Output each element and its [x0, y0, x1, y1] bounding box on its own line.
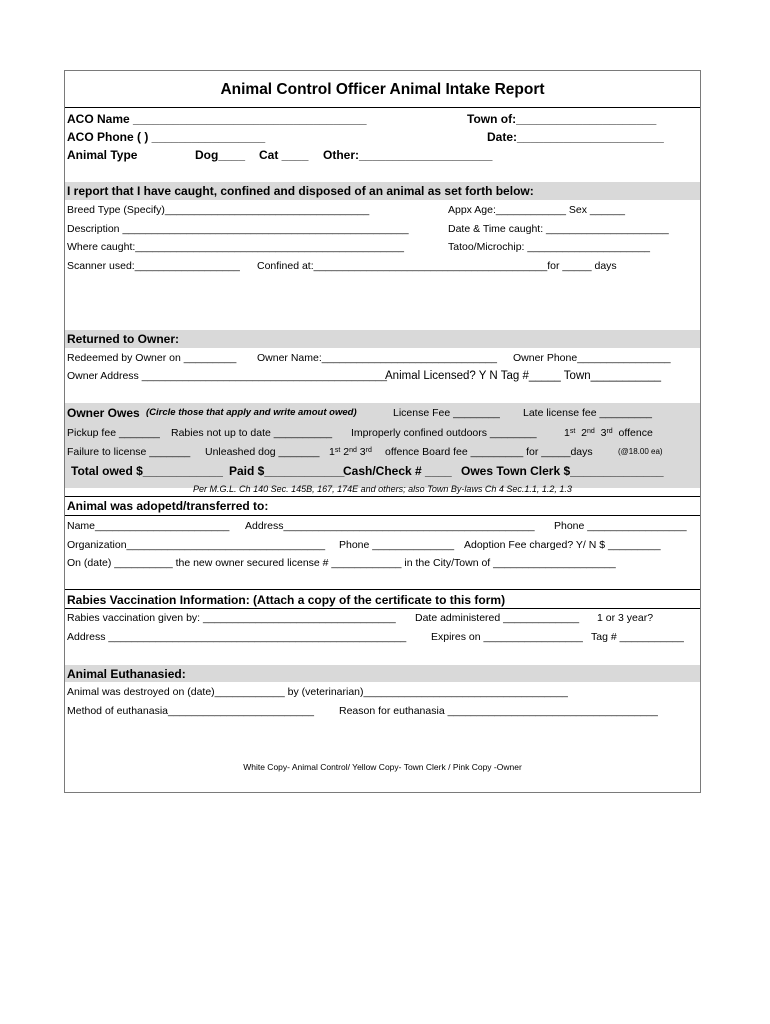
- ordinal-3[interactable]: 3: [359, 446, 366, 458]
- dog-field[interactable]: Dog____: [195, 148, 246, 162]
- one-or-three-year-field[interactable]: 1 or 3 year?: [597, 612, 654, 624]
- adopted-divider: [65, 496, 700, 497]
- owes-instruction: (Circle those that apply and write amout owed): [146, 407, 357, 418]
- returned-heading: Returned to Owner:: [67, 332, 180, 346]
- license-secured-field[interactable]: On (date) __________ the new owner secured license # ____________ in the City/Town of _____________________: [67, 557, 616, 569]
- offence-ordinals-1: [564, 426, 653, 442]
- owner-phone-field[interactable]: Owner Phone________________: [513, 352, 671, 364]
- late-license-fee-field[interactable]: Late license fee _________: [523, 407, 653, 419]
- aco-phone-field[interactable]: ACO Phone ( ) _________________: [67, 130, 266, 144]
- paid-field[interactable]: Paid $____________: [229, 464, 345, 478]
- other-field[interactable]: Other:____________________: [323, 148, 493, 162]
- rabies-tag-field[interactable]: Tag # ___________: [591, 631, 684, 643]
- ordinal-2-suffix: nd: [349, 447, 357, 454]
- board-fee-rate: (@18.00 ea): [618, 447, 663, 456]
- where-caught-field[interactable]: Where caught:______________________________________________: [67, 241, 404, 253]
- failure-to-license-field[interactable]: Failure to license _______: [67, 446, 191, 458]
- total-owed-field[interactable]: Total owed $____________: [71, 464, 223, 478]
- euthanasia-method-field[interactable]: Method of euthanasia_________________________: [67, 705, 314, 717]
- organization-phone-field[interactable]: Phone ______________: [339, 539, 455, 551]
- owes-town-clerk-field[interactable]: Owes Town Clerk $______________: [461, 464, 664, 478]
- copy-distribution-footer: White Copy- Animal Control/ Yellow Copy- Town Clerk / Pink Copy -Owner: [243, 762, 522, 772]
- tatoo-field[interactable]: Tatoo/Microchip: _____________________: [448, 241, 650, 253]
- rabies-heading-rule: [65, 608, 700, 609]
- rabies-heading: Rabies Vaccination Information: (Attach a copy of the certificate to this form): [67, 593, 506, 607]
- expires-on-field[interactable]: Expires on _________________: [431, 631, 583, 643]
- town-of-field[interactable]: Town of:_____________________: [467, 112, 657, 126]
- confined-at-field[interactable]: Confined at:________________________________________for _____ days: [257, 260, 617, 272]
- ordinal-3-suffix: rd: [606, 428, 613, 435]
- offence-label: offence: [618, 427, 653, 439]
- license-fee-field[interactable]: License Fee ________: [393, 407, 500, 419]
- cash-check-field[interactable]: Cash/Check # ____: [343, 464, 452, 478]
- intake-report-form: [64, 70, 701, 793]
- adoption-fee-field[interactable]: Adoption Fee charged? Y/ N $ _________: [464, 539, 661, 551]
- animal-licensed-field[interactable]: Animal Licensed? Y N Tag #_____ Town___________: [385, 370, 662, 382]
- intake-heading-band: [65, 182, 700, 200]
- animal-type-label: Animal Type: [67, 148, 138, 162]
- pickup-fee-field[interactable]: Pickup fee _______: [67, 427, 160, 439]
- improperly-confined-field[interactable]: Improperly confined outdoors ________: [351, 427, 537, 439]
- owner-owes-heading: Owner Owes: [67, 406, 140, 420]
- offence-ordinals-2: [329, 445, 372, 461]
- aco-name-field[interactable]: ACO Name ___________________________________: [67, 112, 367, 126]
- intake-heading: I report that I have caught, confined and disposed of an animal as set forth below:: [67, 184, 534, 198]
- redeemed-field[interactable]: Redeemed by Owner on _________: [67, 352, 237, 364]
- adopter-name-field[interactable]: Name_______________________: [67, 520, 230, 532]
- vaccination-given-by-field[interactable]: Rabies vaccination given by: _________________________________: [67, 612, 396, 624]
- rabies-address-field[interactable]: Address ___________________________________________________: [67, 631, 407, 643]
- ordinal-3-suffix: rd: [365, 447, 372, 454]
- board-fee-field[interactable]: offence Board fee _________ for _____days: [385, 446, 593, 458]
- rabies-not-up-field[interactable]: Rabies not up to date __________: [171, 427, 333, 439]
- adopter-phone-field[interactable]: Phone _________________: [554, 520, 687, 532]
- ordinal-2[interactable]: 2: [581, 427, 587, 439]
- date-administered-field[interactable]: Date administered _____________: [415, 612, 580, 624]
- rabies-divider: [65, 589, 700, 590]
- owner-name-field[interactable]: Owner Name:______________________________: [257, 352, 497, 364]
- owner-address-field[interactable]: Owner Address __________________________________________: [67, 370, 387, 382]
- euthanasia-reason-field[interactable]: Reason for euthanasia ____________________________________: [339, 705, 658, 717]
- adopted-heading-rule: [65, 515, 700, 516]
- date-field[interactable]: Date:______________________: [487, 130, 664, 144]
- ordinal-1-suffix: st: [334, 447, 341, 454]
- form-title: Animal Control Officer Animal Intake Report: [65, 71, 700, 108]
- scanner-field[interactable]: Scanner used:__________________: [67, 260, 240, 272]
- returned-heading-band: [65, 330, 700, 348]
- legal-citation: Per M.G.L. Ch 140 Sec. 145B, 167, 174E and others; also Town By-laws Ch 4 Sec.1.1, 1.2, 1.3: [193, 484, 572, 494]
- organization-field[interactable]: Organization__________________________________: [67, 539, 326, 551]
- adopted-heading: Animal was adopetd/transferred to:: [67, 499, 269, 513]
- euthanasia-heading: Animal Euthanasied:: [67, 667, 186, 681]
- ordinal-1[interactable]: 1: [329, 446, 335, 458]
- ordinal-1-suffix: st: [569, 428, 576, 435]
- unleashed-dog-field[interactable]: Unleashed dog _______: [205, 446, 320, 458]
- ordinal-1[interactable]: 1: [564, 427, 570, 439]
- breed-field[interactable]: Breed Type (Specify)___________________________________: [67, 204, 370, 216]
- ordinal-2-suffix: nd: [586, 428, 595, 435]
- adopter-address-field[interactable]: Address___________________________________________: [245, 520, 535, 532]
- appx-age-field[interactable]: Appx Age:____________ Sex ______: [448, 204, 625, 216]
- description-field[interactable]: Description _________________________________________________: [67, 223, 409, 235]
- euthanasia-heading-band: [65, 665, 700, 682]
- ordinal-2[interactable]: 2: [343, 446, 350, 458]
- destroyed-date-field[interactable]: Animal was destroyed on (date)____________ by (veterinarian)___________________________________: [67, 686, 568, 698]
- ordinal-3[interactable]: 3: [600, 427, 607, 439]
- cat-field[interactable]: Cat ____: [259, 148, 309, 162]
- date-time-caught-field[interactable]: Date & Time caught: _____________________: [448, 223, 669, 235]
